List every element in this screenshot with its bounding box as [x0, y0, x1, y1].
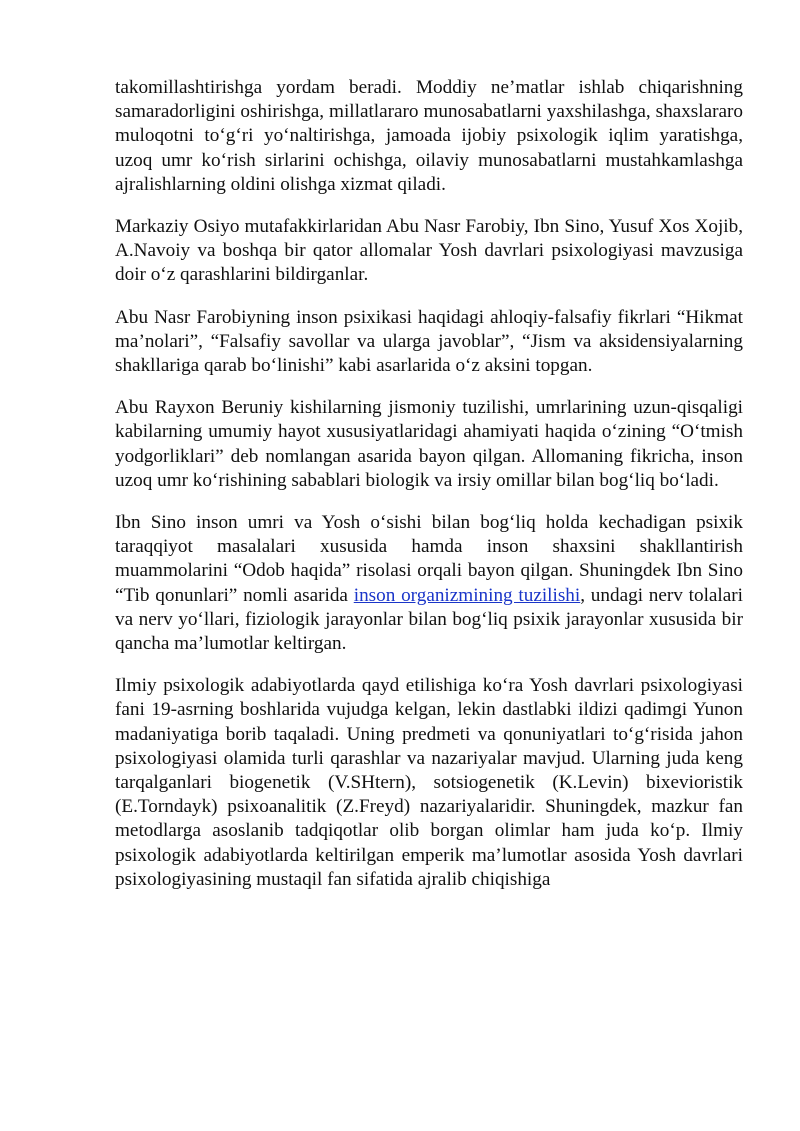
paragraph-2: Markaziy Osiyo mutafakkirlaridan Abu Nasr Farobiy, Ibn Sino, Yusuf Xos Xojib, A.Navoiy va boshqa bir qator allomalar Yosh davrlari psixologiyasi mavzusiga doir o‘z qarashlarini bildirganlar. [115, 216, 743, 286]
paragraph-3: Abu Nasr Farobiyning inson psixikasi haqidagi ahloqiy-falsafiy fikrlari “Hikmat ma’nolari”, “Falsafiy savollar va ularga javoblar”, “Jism va aksidensiyalarning shakllariga qarab bo‘linishi” kabi asarlarida o‘z aksini topgan. [115, 306, 743, 377]
document-page [115, 76, 743, 910]
organism-structure-link[interactable]: inson organizmining tuzilishi [353, 584, 581, 606]
paragraph-5 [115, 511, 743, 656]
paragraph-4: Abu Rayxon Beruniy kishilarning jismoniy tuzilishi, umrlarining uzun-qisqaligi kabilarning umumiy hayot xususiyatlaridagi ahamiyati haqida o‘zining “O‘tmish yodgorliklari” deb nomlangan asarida bayon qilgan. Allomaning fikricha, inson uzoq umr ko‘rishining sabablari biologik va irsiy omillar bilan bog‘liq bo‘ladi. [115, 397, 743, 491]
paragraph-5-text-before: Ibn Sino inson umri va Yosh o‘sishi bilan bog‘liq holda kechadigan psixik taraqqiyot masalalari xususida hamda inson shaxsini shakllantirish muammolarini “Odob haqida” risolasi orqali bayon qilgan. Shuningdek Ibn Sino “Tib qonunlari” nomli asarida [115, 512, 743, 606]
paragraph-6: Ilmiy psixologik adabiyotlarda qayd etilishiga ko‘ra Yosh davrlari psixologiyasi fani 19-asrning boshlarida vujudga kelgan, lekin dastlabki ildizi qadimgi Yunon madaniyatiga borib taqaladi. Uning predmeti va qonuniyatlari to‘g‘risida jahon psixologiyasi olamida turli qarashlar va nazariyalar mavjud. Ularning juda keng tarqalganlari biogenetik (V.SHtern), sotsiogenetik (K.Levin) bixevioristik (E.Torndayk) psixoanalitik (Z.Freyd) nazariyalaridir. Shuningdek, mazkur fan metodlarga asoslanib tadqiqotlar olib borgan olimlar ham juda ko‘p. Ilmiy psixologik adabiyotlarda keltirilgan emperik ma’lumotlar asosida Yosh davrlari psixologiyasining mustaqil fan sifatida ajralib chiqishiga [115, 675, 743, 890]
paragraph-1: takomillashtirishga yordam beradi. Moddiy ne’matlar ishlab chiqarishning samaradorligini oshirishga, millatlararo munosabatlarni yaxshilashga, shaxslararo muloqotni to‘g‘ri yo‘naltirishga, jamoada ijobiy psixologik iqlim yaratishga, uzoq umr ko‘rish sirlarini ochishga, oilaviy munosabatlarni mustahkamlashga ajralishlarning oldini olishga xizmat qiladi. [115, 77, 743, 195]
paragraph-5-text-after: , undagi nerv tolalari va nerv yo‘llari, fiziologik jarayonlar bilan bog‘liq psixik jarayonlar xususida bir qancha ma’lumotlar keltirgan. [115, 584, 743, 655]
